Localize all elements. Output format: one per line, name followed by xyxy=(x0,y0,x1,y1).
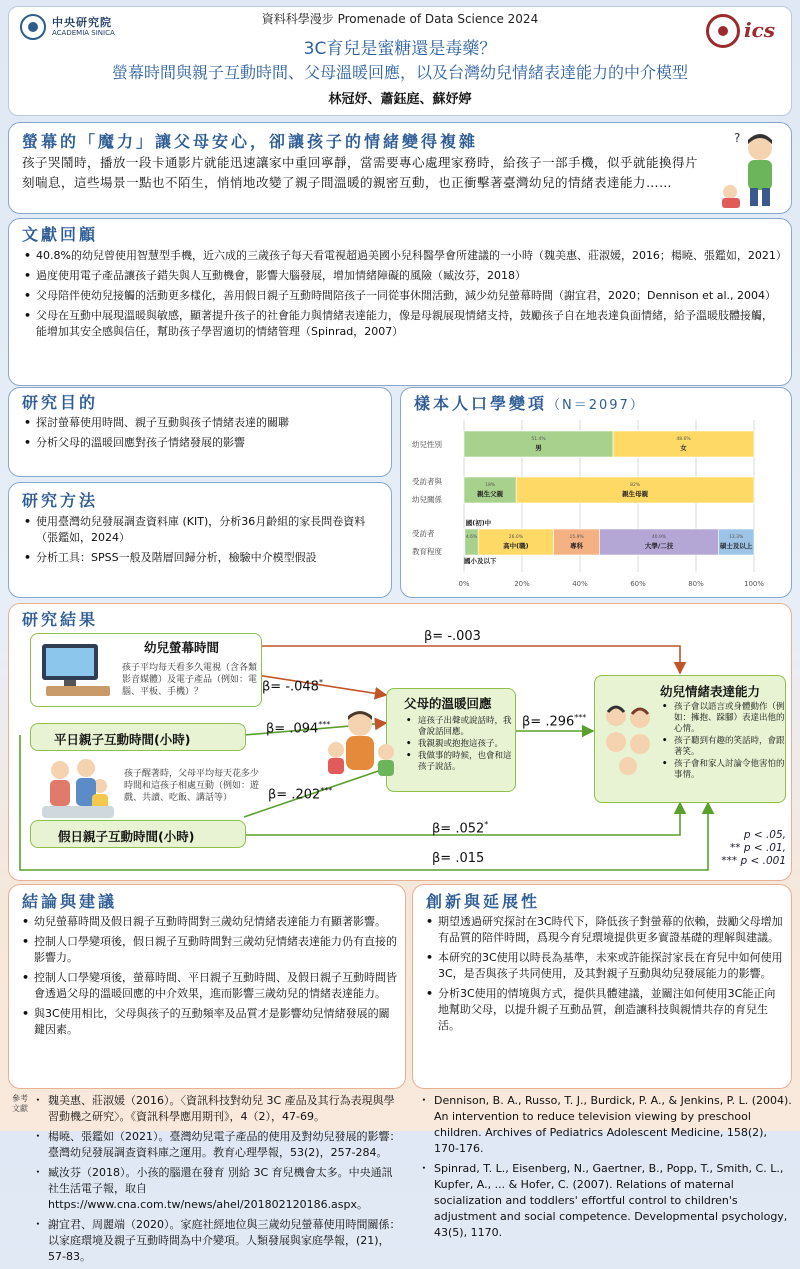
sig-line: p < .05, xyxy=(743,829,786,841)
weekend-interaction-title: 假日親子互動時間(小時) xyxy=(58,829,195,844)
method-title: 研究方法 xyxy=(22,491,99,510)
method-item: • 分析工具：SPSS一般及階層回歸分析，檢驗中介模型假設 xyxy=(22,550,382,566)
chart-data-label: 82% xyxy=(630,483,641,488)
poster-title: 3C育兒是蜜糖還是毒藥？ xyxy=(303,39,497,59)
chart-data-label: 51.4% xyxy=(531,437,546,442)
logo-text-cn: 中央研究院 xyxy=(52,16,112,29)
chart-segment-name: 碩士及以上 xyxy=(719,542,753,550)
reference-item: • 謝宜君、周麗端（2020）。家庭社經地位與三歲幼兒螢幕使用時間關係：以家庭環境及親子互動時間為中介變項。人類發展與家庭學報，(21)，57-83。 xyxy=(34,1217,402,1265)
chart-segment-name: 親生父親 xyxy=(477,490,504,498)
sample-title-text: 樣本人口學變項 xyxy=(414,394,548,413)
children-faces-illustration xyxy=(600,702,658,776)
chart-segment-name: 專科 xyxy=(570,542,584,550)
chart-data-label: 18% xyxy=(485,483,496,488)
chart-data-label: 12.3% xyxy=(729,535,744,540)
chart-x-tick-label: 80% xyxy=(688,580,704,588)
method-list xyxy=(22,514,382,570)
references-label: 參考文獻 xyxy=(12,1094,28,1113)
warmth-item: • 我親親或抱抱這孩子。 xyxy=(404,739,514,750)
significance-legend xyxy=(706,829,786,868)
purpose-item: • 探討螢幕使用時間、親子互動與孩子情緒表達的關聯 xyxy=(22,415,382,431)
beta-warmth-emotion-sig: *** xyxy=(574,713,587,722)
beta-weekday-warmth-sig: *** xyxy=(318,720,331,729)
chart-category-label: 幼兒關係 xyxy=(412,495,442,504)
screen-time-desc: 孩子平均每天看多久電視（含各類影音媒體）及電子產品（例如：電腦、平板、手機）？ xyxy=(122,663,258,697)
poster-subtitle: 螢幕時間與親子互動時間、父母溫暖回應，以及台灣幼兒情緒表達能力的中介模型 xyxy=(111,63,688,82)
chart-category-label: 幼兒性別 xyxy=(412,440,442,449)
chart-data-label: 48.6% xyxy=(676,437,691,442)
beta-screen-warmth xyxy=(262,678,323,694)
warmth-item: • 我做事的時候，也會和這孩子說話。 xyxy=(404,751,514,773)
beta-screen-warmth-value: β= -.048 xyxy=(262,679,319,695)
logo-text-en: ACADEMIA SINICA xyxy=(52,29,115,37)
chart-x-tick-label: 0% xyxy=(458,580,470,588)
emotion-item: • 孩子會和家人討論令他害怕的事情。 xyxy=(660,759,786,781)
beta-weekend-emotion-sig: * xyxy=(484,820,489,829)
warmth-item: • 這孩子出聲或說話時，我會說話回應。 xyxy=(404,716,514,738)
chart-data-label: 40.9% xyxy=(651,535,667,540)
literature-item: • 父母陪伴使幼兒接觸的活動更多樣化，善用假日親子互動時間陪孩子一同從事休閒活動，減少幼兒螢幕時間（謝宜君，2020；Dennison et al., 2004） xyxy=(22,288,782,304)
tv-illustration xyxy=(38,640,114,700)
literature-item: • 父母在互動中展現溫暖與敏感，顯著提升孩子的社會能力與情緒表達能力，像是母親展現情緒支持，鼓勵孩子自在地表達負面情緒，給予溫暖肢體接觸，能增加其安全感與信任，幫助孩子學習適切的情緒管理（Spinrad，2007） xyxy=(22,308,782,340)
chart-x-tick-label: 20% xyxy=(514,580,530,588)
weekday-interaction-title: 平日親子互動時間(小時) xyxy=(54,732,191,747)
parental-warmth-list xyxy=(404,716,514,774)
conclusion-item: • 控制人口學變項後，假日親子互動時間對三歲幼兒情緒表達能力仍有直接的影響力。 xyxy=(20,934,400,966)
authors: 林冠妤、蕭鈺庭、蘇妤婷 xyxy=(328,92,472,107)
chart-segment-name: 女 xyxy=(680,444,687,452)
emotion-expression-title: 幼兒情緒表達能力 xyxy=(660,684,761,699)
beta-weekend-warmth xyxy=(268,786,332,802)
literature-item: • 過度使用電子產品讓孩子錯失與人互動機會，影響大腦發展，增加情緒障礙的風險（臧汝芬，2018） xyxy=(22,268,782,284)
literature-item: • 40.8%的幼兒曾使用智慧型手機，近六成的三歲孩子每天看電視超過美國小兒科醫學會所建議的一小時（魏美惠、莊淑媛，2016；楊曉、張鑑如，2021） xyxy=(22,248,782,264)
sample-size: （N＝2097） xyxy=(547,398,645,413)
chart-segment-name: 親生母親 xyxy=(622,490,649,498)
literature-list xyxy=(22,248,787,344)
emotion-item: • 孩子會以語言或身體動作（例如：擁抱、跺腳）表達出他的心情。 xyxy=(660,702,786,735)
conclusion-item: • 幼兒螢幕時間及假日親子互動時間對三歲幼兒情緒表達能力有顯著影響。 xyxy=(20,914,400,930)
conclusion-title: 結論與建議 xyxy=(22,892,118,911)
beta-warmth-emotion xyxy=(522,713,586,729)
chart-category-label: 教育程度 xyxy=(412,547,442,556)
sig-line: *** p < .001 xyxy=(721,855,786,867)
references-left xyxy=(34,1093,402,1269)
conclusion-item: • 控制人口學變項後，螢幕時間、平日親子互動時間、及假日親子互動時間皆會透過父母的溫暖回應的中介效果，進而影響三歲幼兒的情緒表達能力。 xyxy=(20,970,400,1002)
results-title: 研究結果 xyxy=(22,610,99,629)
beta-weekday-emotion: β= .015 xyxy=(432,851,485,866)
literature-title: 文獻回顧 xyxy=(22,225,99,244)
innovation-item: • 分析3C使用的情境與方式，提供具體建議，並關注如何使用3C能正向地幫助父母，以提升親子互動品質，創造讓科技與親情共存的育兒生活。 xyxy=(424,986,786,1034)
innovation-item: • 本研究的3C使用以時長為基準，未來或許能探討家長在育兒中如何使用3C，是否與孩子共同使用，及其對親子互動與幼兒發展能力的影響。 xyxy=(424,950,786,982)
reference-item: • 臧汝芬（2018）。小孩的腦還在發育 別給 3C 育兒機會太多。中央通訊社生活電子報，取自 https://www.cna.com.tw/news/ahel/201802120186.aspx。 xyxy=(34,1165,402,1213)
chart-segment-name: 大學/二技 xyxy=(644,542,674,550)
worried-parent-illustration xyxy=(716,126,788,210)
chart-data-label: 26.0% xyxy=(508,535,524,540)
chart-x-tick-label: 40% xyxy=(572,580,588,588)
sample-title xyxy=(414,391,645,414)
chart-bar-segment xyxy=(465,529,478,555)
intro-title: 螢幕的「魔力」讓父母安心，卻讓孩子的情緒變得複雜 xyxy=(22,132,479,151)
svg-text:?: ? xyxy=(734,131,741,145)
event-series: 資料科學漫步 Promenade of Data Science 2024 xyxy=(261,12,539,26)
chart-segment-name: 高中(職) xyxy=(503,542,529,550)
reference-item: • Dennison, B. A., Russo, T. J., Burdick, P. A., & Jenkins, P. L. (2004). An intervention to reduce television viewing by preschool children. Archives of Pediatrics Adolescent Medicine, 158(2), 170-176. xyxy=(420,1093,792,1157)
purpose-item: • 分析父母的溫暖回應對孩子情緒發展的影響 xyxy=(22,435,382,451)
screen-time-title: 幼兒螢幕時間 xyxy=(144,640,220,655)
purpose-title: 研究目的 xyxy=(22,393,99,412)
chart-category-label: 受訪者與 xyxy=(412,477,442,486)
beta-weekend-emotion xyxy=(432,820,488,836)
beta-screen-warmth-sig: * xyxy=(318,678,323,687)
innovation-title: 創新與延展性 xyxy=(426,892,541,911)
chart-segment-name: 男 xyxy=(535,444,542,452)
reference-item: • 楊曉、張鑑如（2021）。臺灣幼兒電子產品的使用及對幼兒發展的影響：臺灣幼兒發展調查資料庫之運用。教育心理學報，53(2)，257-284。 xyxy=(34,1129,402,1161)
family-reading-illustration xyxy=(38,756,118,822)
chart-data-label: 4.6% xyxy=(465,535,478,540)
conclusion-list xyxy=(20,914,400,1042)
reference-item: • 魏美惠、莊淑媛（2016）。〈資訊科技對幼兒 3C 產品及其行為表現與學習動機之研究〉。《資訊科學應用期刊》，4（2），47-69。 xyxy=(34,1093,402,1125)
sample-demographics-chart xyxy=(408,414,784,594)
emotion-item: • 孩子聽到有趣的笑話時，會跟著笑。 xyxy=(660,736,786,758)
beta-weekend-warmth-value: β= .202 xyxy=(268,787,321,803)
chart-data-label: 15.9% xyxy=(569,535,584,540)
chart-x-tick-label: 100% xyxy=(743,580,765,588)
chart-callout-label: 國(初)中 xyxy=(465,519,492,527)
beta-weekday-warmth xyxy=(266,720,330,736)
beta-warmth-emotion-value: β= .296 xyxy=(522,714,575,730)
beta-weekday-warmth-value: β= .094 xyxy=(266,721,319,737)
beta-screen-emotion: β= -.003 xyxy=(424,629,481,644)
ics-logo-text: ics xyxy=(744,18,776,42)
emotion-expression-list xyxy=(660,702,786,782)
arrow-screen-emotion xyxy=(244,646,680,673)
chart-callout-label: 國小及以下 xyxy=(464,557,497,565)
reference-item: • Spinrad, T. L., Eisenberg, N., Gaertner, B., Popp, T., Smith, C. L., Kupfer, A., ... & Hofer, C. (2007). Relations of maternal socialization and toddlers' effortful control to children's adjustment and social competence. Developmental psychology, 43(5), 1170. xyxy=(420,1161,792,1241)
parental-warmth-title: 父母的溫暖回應 xyxy=(404,696,492,711)
sig-line: ** p < .01, xyxy=(729,842,786,854)
purpose-list xyxy=(22,415,382,455)
chart-category-label: 受訪者 xyxy=(412,529,435,538)
family-interaction-desc: 孩子醒著時，父母平均每天花多少時間和這孩子相處互動（例如：遊戲、共讀、吃飯、講話等） xyxy=(124,769,260,803)
references-right xyxy=(420,1093,792,1245)
method-item: • 使用臺灣幼兒發展調查資料庫 (KIT)，分析36月齡組的家長問卷資料（張鑑如，2024） xyxy=(22,514,382,546)
intro-body: 孩子哭鬧時，播放一段卡通影片就能迅速讓家中重回寧靜，當需要專心處理家務時，給孩子一部手機，似乎就能換得片刻喘息，這些場景一點也不陌生，悄悄地改變了親子間溫暖的親密互動，也正衝擊著臺灣幼兒的情緒表達能力…… xyxy=(22,155,699,190)
chart-x-tick-label: 60% xyxy=(630,580,646,588)
beta-weekend-emotion-value: β= .052 xyxy=(432,821,485,837)
innovation-item: • 期望透過研究探討在3C時代下，降低孩子對螢幕的依賴，鼓勵父母增加有品質的陪伴時間，爲現今育兒環境提供更多實證基礎的理解與建議。 xyxy=(424,914,786,946)
beta-weekend-warmth-sig: *** xyxy=(320,786,333,795)
innovation-list xyxy=(424,914,786,1038)
conclusion-item: • 與3C使用相比，父母與孩子的互動頻率及品質才是影響幼兒情緒發展的關鍵因素。 xyxy=(20,1006,400,1038)
